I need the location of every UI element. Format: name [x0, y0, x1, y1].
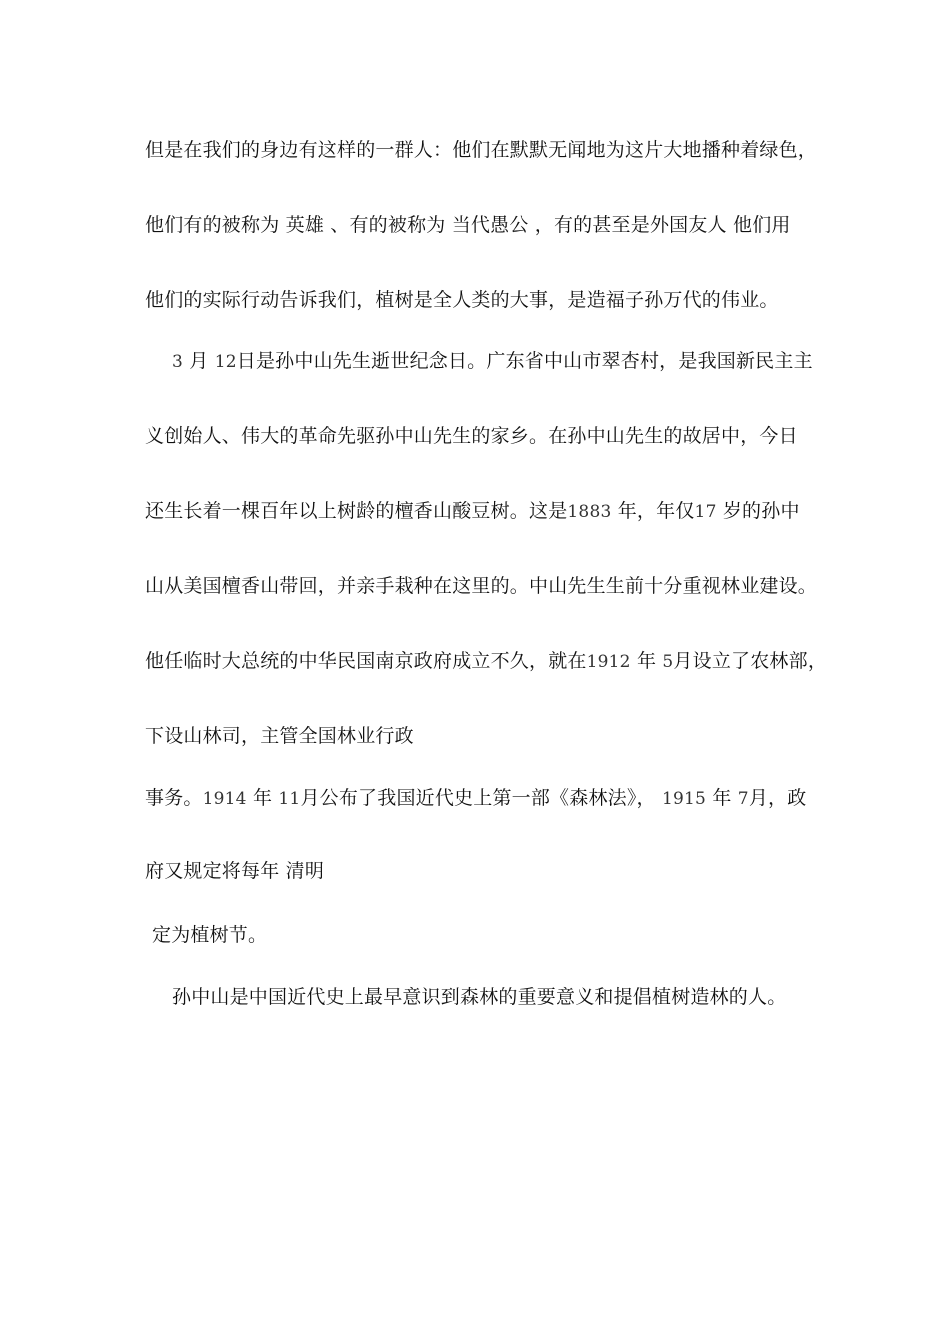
paragraph-line — [145, 649, 827, 674]
text-run: 他任临时大总统的中华民国南京政府成立不久，就在 — [145, 650, 587, 672]
paragraph-line: 他们有的被称为 英雄 、有的被称为 当代愚公 ，有的甚至是外国友人 他们用 — [145, 214, 791, 236]
number-text: 7 — [737, 789, 749, 809]
number-text: 12 — [214, 352, 237, 372]
text-run: 月 — [189, 350, 209, 372]
paragraph-line: 义创始人、伟大的革命先驱孙中山先生的家乡。在孙中山先生的故居中，今日 — [145, 425, 798, 447]
text-run: 岁的孙中 — [722, 500, 800, 522]
number-text: 1883 — [567, 502, 612, 522]
text-run: 事务。 — [145, 787, 203, 809]
text-run: 年 — [636, 650, 657, 672]
number-text: 3 — [172, 352, 184, 372]
paragraph-line: 府又规定将每年 清明 — [145, 860, 325, 882]
paragraph-line: 但是在我们的身边有这样的一群人：他们在默默无闻地为这片大地播种着绿色， — [145, 139, 818, 161]
paragraph-line: 定为植树节。 — [152, 924, 268, 946]
number-text: 5 — [662, 652, 674, 672]
text-run: 年 — [712, 787, 732, 809]
text-run: 年 — [252, 787, 273, 809]
paragraph-line: 山从美国檀香山带回，并亲手栽种在这里的。中山先生生前十分重视林业建设。 — [145, 575, 818, 597]
paragraph-line: 下设山林司，主管全国林业行政 — [145, 725, 414, 747]
paragraph-line: 他们的实际行动告诉我们，植树是全人类的大事，是造福子孙万代的伟业。 — [145, 289, 779, 311]
paragraph-line — [145, 786, 806, 811]
number-text: 11 — [278, 789, 301, 809]
number-text: 1914 — [202, 789, 247, 809]
text-run: 月公布了我国近代史上第一部《森林法》， — [300, 787, 656, 809]
text-run: 月设立了农林部， — [673, 650, 828, 672]
number-text: 17 — [694, 502, 717, 522]
paragraph-line — [145, 499, 800, 524]
number-text: 1912 — [586, 652, 631, 672]
number-text: 1915 — [662, 789, 707, 809]
text-run: 月，政 — [748, 787, 807, 809]
text-run: 年，年仅 — [617, 500, 695, 522]
paragraph-line — [172, 349, 813, 374]
text-run: 还生长着一棵百年以上树龄的檀香山酸豆树。这是 — [145, 500, 568, 522]
text-run: 日是孙中山先生逝世纪念日。广东省中山市翠杏村，是我国新民主主 — [236, 350, 813, 372]
paragraph-line: 孙中山是中国近代史上最早意识到森林的重要意义和提倡植树造林的人。 — [172, 986, 787, 1008]
